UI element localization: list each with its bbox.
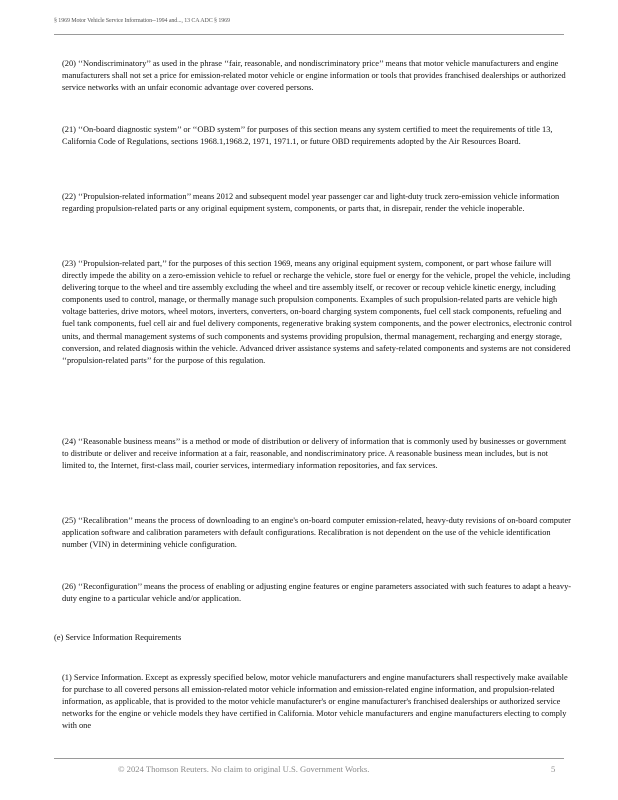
paragraph-21: (21) ‘‘On-board diagnostic system’’ or ‘‘OBD system’’ for purposes of this section means any system certified to meet the requirements of title 13, California Code of Regulations, sections 1968.1,1968.2, 1971, 1971.1, or future OBD requirements adopted by the Air Resources Board. [62, 125, 553, 147]
footer-copyright: © 2024 Thomson Reuters. No claim to original U.S. Government Works. [118, 764, 370, 774]
section-heading: (e) Service Information Requirements [54, 633, 182, 642]
paragraph-22: (22) ‘‘Propulsion-related information’’ means 2012 and subsequent model year passenger car and light-duty truck zero-emission vehicle information regarding propulsion-related parts or any original equipment system, components, or parts that, in disrepair, render the vehicle inoperable. [62, 192, 560, 214]
running-header: § 1969 Motor Vehicle Service Information--1994 and..., 13 CA ADC § 1969 [54, 18, 230, 24]
paragraph-e1: (1) Service Information. Except as expressly specified below, motor vehicle manufacturers and engine manufacturers shall respectively make available for purchase to all covered persons all emission-related motor vehicle information and emission-related engine information, and propulsion-related information, as applicable, that is provided to the motor vehicle manufacturer's or engine manufacturer's franchised dealerships or authorized service networks for the engine or vehicle models they have certified in California. Motor vehicle manufacturers and engine manufacturers electing to comply with one [62, 673, 568, 731]
paragraph-20: (20) ‘‘Nondiscriminatory’’ as used in the phrase ‘‘fair, reasonable, and nondiscriminatory price’’ means that motor vehicle manufacturers and engine manufacturers shall not set a price for emission-related motor vehicle or engine information or tools that provides franchised dealerships or authorized service networks with an unfair economic advantage over covered persons. [62, 59, 566, 93]
paragraph-25: (25) ‘‘Recalibration’’ means the process of downloading to an engine's on-board computer emission-related, heavy-duty revisions of on-board computer application software and calibration parameters with default configurations. Recalibration is not dependent on the use of the vehicle identification number (VIN) in determining vehicle configuration. [62, 516, 571, 550]
footer-divider [54, 758, 564, 759]
paragraph-23: (23) ‘‘Propulsion-related part,’’ for the purposes of this section 1969, means any original equipment system, component, or part whose failure will directly impede the ability on a zero-emission vehicle to refuel or recharge the vehicle, store fuel or energy for the vehicle, propel the vehicle, including delivering torque to the wheel and tire assembly excluding the wheel and tire assembly itself, or recover or recoup vehicle kinetic energy, including components used to control, manage, or thermally manage such propulsion components. Examples of such propulsion-related parts are vehicle high voltage batteries, drive motors, wheel motors, inverters, converters, on-board charging system components, fuel cell stack components, refueling and fuel tank components, fuel cell air and fuel delivery components, regenerative braking system components, and the power electronics, electronic control units, and thermal management systems of such components and systems providing propulsion, thermal management, recharging and energy storage, conversion, and related diagnosis within the vehicle. Advanced driver assistance systems and safety-related components and systems are not considered ‘‘propulsion-related parts’’ for the purpose of this regulation. [62, 259, 572, 365]
page-number: 5 [551, 764, 556, 774]
paragraph-24: (24) ‘‘Reasonable business means’’ is a method or mode of distribution or delivery of information that is commonly used by businesses or government to distribute or deliver and receive information at a fair, reasonable, and nondiscriminatory price. A reasonable business mean includes, but is not limited to, the Internet, first-class mail, courier services, intermediary information repositories, and fax services. [62, 437, 567, 471]
header-divider [54, 34, 564, 35]
paragraph-26: (26) ‘‘Reconfiguration’’ means the process of enabling or adjusting engine features or engine parameters associated with such features to adapt a heavy-duty engine to a particular vehicle and/or application. [62, 582, 572, 604]
